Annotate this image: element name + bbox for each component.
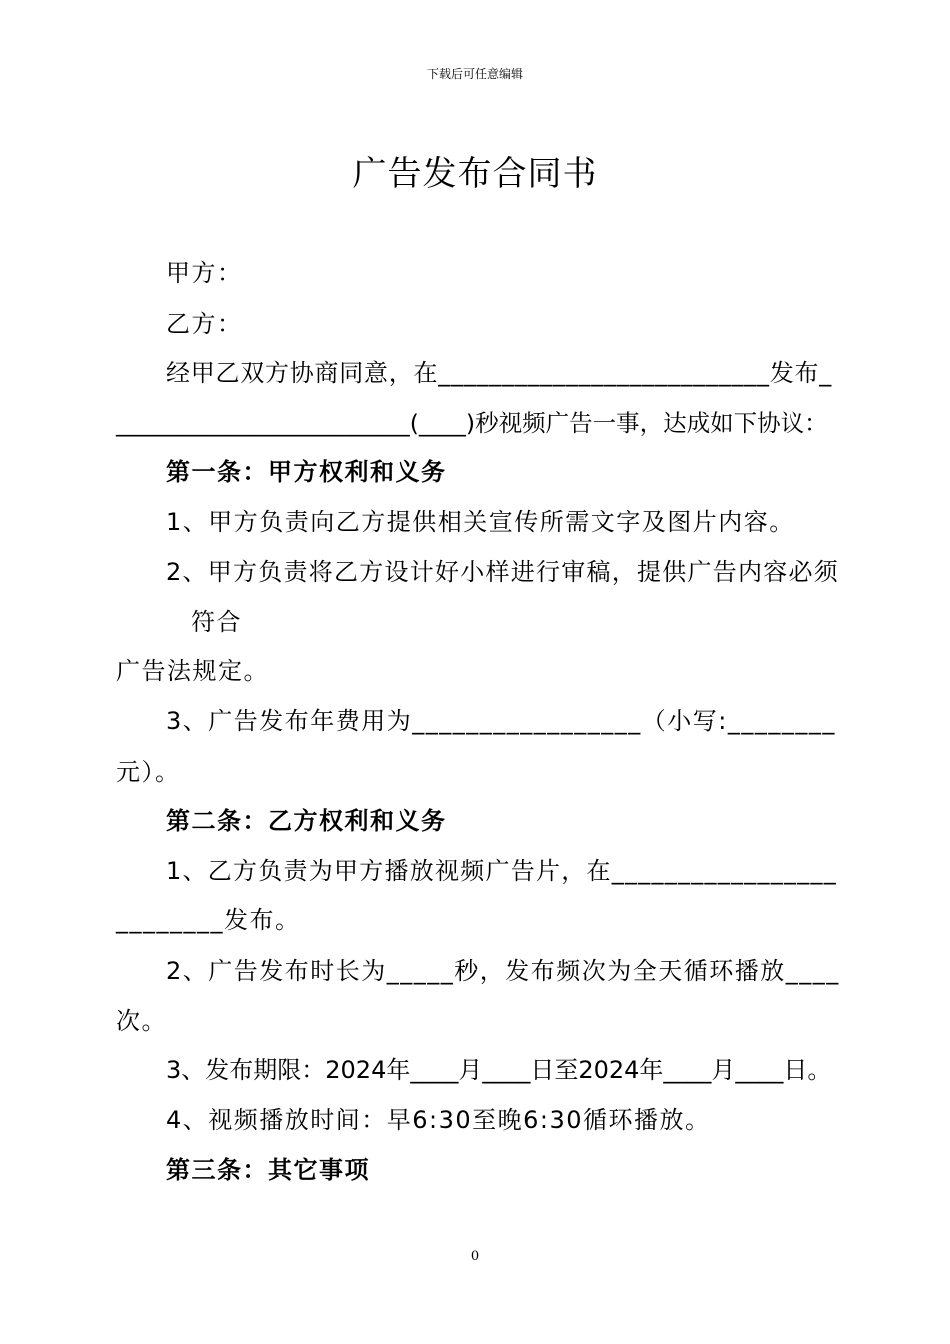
article-1-item-2-line-1: 2、甲方负责将乙方设计好小样进行审稿，提供广告内容必须: [166, 558, 840, 586]
header-note: 下载后可任意编辑: [426, 67, 523, 81]
page-number: 0: [470, 1249, 480, 1264]
article-2-item-3: 3、发布期限：2024年____月____日至2024年____月____日。: [166, 1056, 832, 1084]
article-3-heading: 第三条：其它事项: [166, 1155, 370, 1184]
party-b-line: 乙方：: [166, 310, 243, 338]
article-1-heading: 第一条：甲方权利和义务: [166, 457, 447, 486]
article-2-item-1-line-1: 1、乙方负责为甲方播放视频广告片，在_________________: [166, 857, 838, 885]
intro-line-1: 经甲乙双方协商同意，在__________________________发布_: [166, 359, 832, 387]
article-2-heading: 第二条：乙方权利和义务: [166, 806, 447, 835]
article-1-item-3-line-2: 元）。: [116, 758, 181, 786]
article-1-item-2-line-3: 广告法规定。: [116, 657, 269, 685]
article-2-item-4: 4、视频播放时间：早6:30至晚6:30循环播放。: [166, 1106, 711, 1134]
intro-line-2: _________________________(____)秒视频广告一事，达成如下协议：: [116, 409, 828, 437]
article-2-item-1-line-2: ________发布。: [116, 906, 301, 934]
document-title: 广告发布合同书: [352, 154, 598, 194]
article-2-item-2-line-2: 次。: [116, 1007, 167, 1035]
party-a-line: 甲方：: [166, 259, 243, 287]
article-2-item-2-line-1: 2、广告发布时长为_____秒，发布频次为全天循环播放____: [166, 957, 840, 985]
article-1-item-1: 1、甲方负责向乙方提供相关宣传所需文字及图片内容。: [166, 508, 795, 536]
article-1-item-2-line-2: 符合: [191, 608, 242, 636]
article-1-item-3-line-1: 3、广告发布年费用为_________________（小写:________: [166, 707, 836, 735]
